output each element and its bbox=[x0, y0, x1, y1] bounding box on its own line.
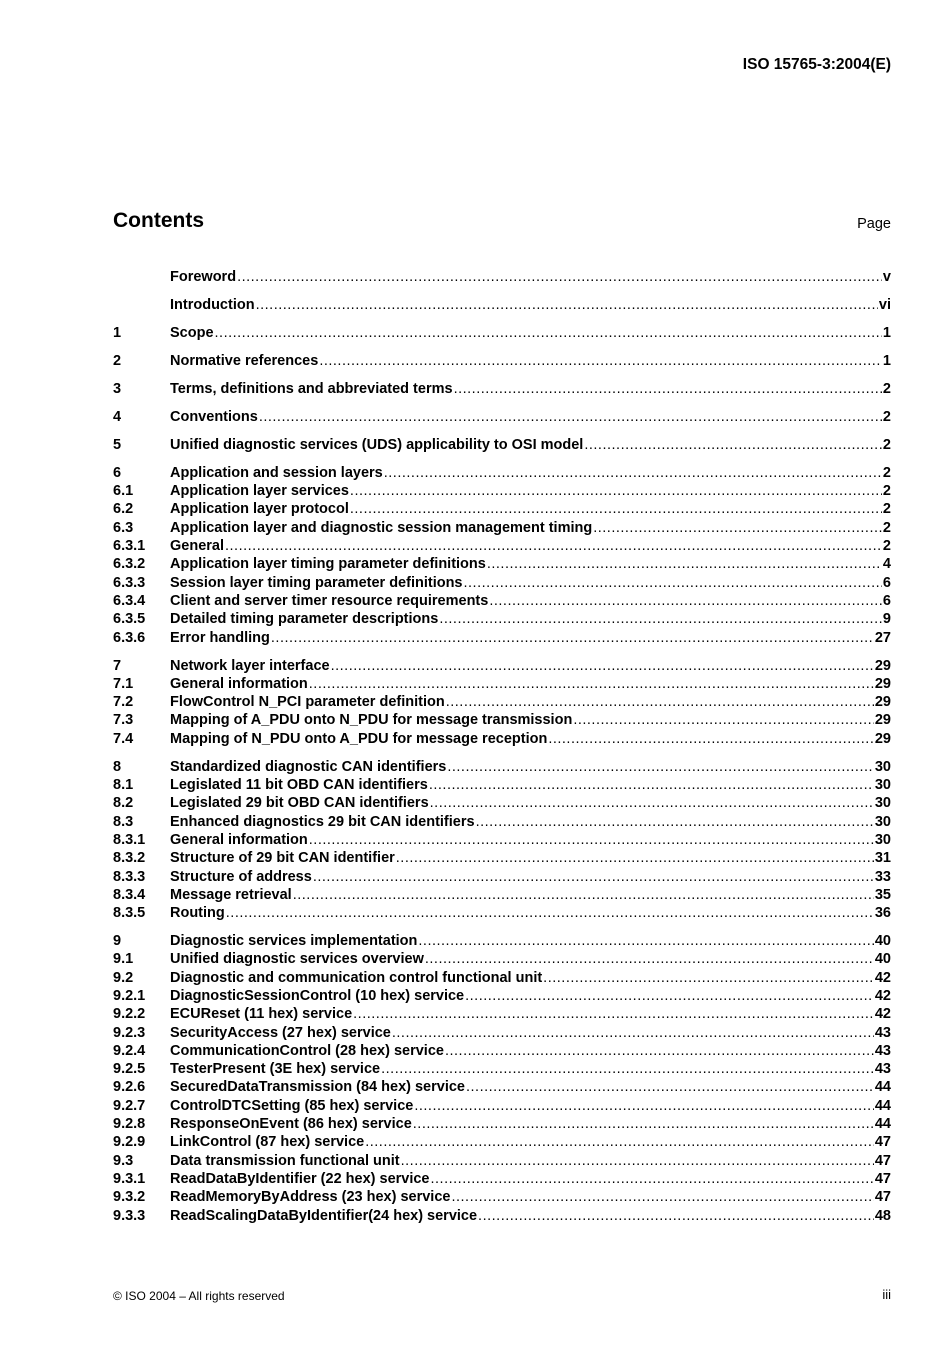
toc-dot-leader bbox=[454, 380, 882, 398]
toc-entry-number: 9.3 bbox=[113, 1152, 134, 1169]
toc-entry[interactable] bbox=[113, 380, 891, 398]
toc-entry-number: 7.4 bbox=[113, 730, 134, 747]
toc-entry[interactable] bbox=[113, 794, 891, 812]
toc-dot-leader bbox=[225, 537, 882, 555]
toc-entry-page: 2 bbox=[882, 436, 891, 453]
toc-entry-number: 8.3.2 bbox=[113, 850, 146, 867]
toc-entry-title: Detailed timing parameter descriptions bbox=[170, 611, 439, 628]
toc-entry-page: 43 bbox=[874, 1024, 891, 1041]
toc-entry-title: Scope bbox=[170, 324, 214, 341]
toc-dot-leader bbox=[487, 555, 882, 573]
toc-entry-page: 43 bbox=[874, 1061, 891, 1078]
toc-entry-title: Application and session layers bbox=[170, 464, 383, 481]
toc-entry-page: 44 bbox=[874, 1079, 891, 1096]
toc-entry-number: 6.3.6 bbox=[113, 629, 146, 646]
toc-entry-title: Session layer timing parameter definitions bbox=[170, 574, 463, 591]
toc-entry-title: Application layer protocol bbox=[170, 501, 349, 518]
toc-entry-title: ReadScalingDataByIdentifier(24 hex) service bbox=[170, 1207, 478, 1224]
table-of-contents bbox=[113, 268, 891, 1225]
toc-entry-number: 6.3.2 bbox=[113, 556, 146, 573]
toc-entry-page: 44 bbox=[874, 1097, 891, 1114]
toc-entry-number: 8.2 bbox=[113, 795, 134, 812]
toc-entry[interactable] bbox=[113, 1005, 891, 1023]
toc-entry-page: 1 bbox=[882, 352, 891, 369]
toc-entry[interactable] bbox=[113, 1024, 891, 1042]
toc-dot-leader bbox=[319, 352, 882, 370]
toc-entry[interactable] bbox=[113, 592, 891, 610]
toc-dot-leader bbox=[464, 574, 882, 592]
toc-dot-leader bbox=[478, 1207, 874, 1225]
toc-dot-leader bbox=[439, 610, 882, 628]
toc-dot-leader bbox=[584, 436, 882, 454]
toc-entry[interactable] bbox=[113, 904, 891, 922]
toc-dot-leader bbox=[446, 693, 874, 711]
toc-dot-leader bbox=[384, 464, 882, 482]
toc-entry-page: 47 bbox=[874, 1152, 891, 1169]
toc-entry-title: Error handling bbox=[170, 629, 270, 646]
toc-entry-page: v bbox=[882, 269, 891, 285]
toc-entry-number: 9.2.5 bbox=[113, 1061, 146, 1078]
toc-entry-number: 7.2 bbox=[113, 694, 134, 711]
toc-entry-title: Routing bbox=[170, 905, 225, 922]
toc-entry-page: 4 bbox=[882, 556, 891, 573]
toc-entry-number: 8.3.4 bbox=[113, 886, 146, 903]
toc-entry-page: 29 bbox=[874, 675, 891, 692]
toc-entry-page: 43 bbox=[874, 1042, 891, 1059]
toc-entry-page: 30 bbox=[874, 831, 891, 848]
toc-entry[interactable] bbox=[113, 730, 891, 748]
toc-entry-number: 7.1 bbox=[113, 675, 134, 692]
toc-entry-number: 9.2.9 bbox=[113, 1134, 146, 1151]
toc-entry-page: 40 bbox=[874, 933, 891, 950]
toc-entry-title: Mapping of N_PDU onto A_PDU for message reception bbox=[170, 730, 548, 747]
toc-entry-title: ReadMemoryByAddress (23 hex) service bbox=[170, 1189, 451, 1206]
toc-entry-page: 1 bbox=[882, 324, 891, 341]
toc-entry[interactable] bbox=[113, 932, 891, 950]
toc-entry-page: 44 bbox=[874, 1116, 891, 1133]
toc-dot-leader bbox=[593, 519, 882, 537]
toc-entry-title: Structure of address bbox=[170, 868, 312, 885]
toc-entry-page: 35 bbox=[874, 886, 891, 903]
toc-entry[interactable] bbox=[113, 436, 891, 454]
toc-dot-leader bbox=[451, 1188, 873, 1206]
toc-entry[interactable] bbox=[113, 1152, 891, 1170]
toc-dot-leader bbox=[445, 1042, 874, 1060]
toc-dot-leader bbox=[465, 987, 874, 1005]
toc-entry-title: Application layer and diagnostic session management timing bbox=[170, 519, 593, 536]
toc-entry-page: 27 bbox=[874, 629, 891, 646]
toc-dot-leader bbox=[476, 813, 874, 831]
toc-dot-leader bbox=[215, 324, 882, 342]
toc-entry[interactable] bbox=[113, 324, 891, 342]
toc-entry[interactable] bbox=[113, 482, 891, 500]
toc-entry-title: Conventions bbox=[170, 408, 258, 425]
toc-dot-leader bbox=[381, 1060, 874, 1078]
toc-entry[interactable] bbox=[113, 1060, 891, 1078]
toc-entry[interactable] bbox=[113, 657, 891, 675]
toc-entry-page: 29 bbox=[874, 730, 891, 747]
toc-entry-title: Legislated 11 bit OBD CAN identifiers bbox=[170, 777, 428, 794]
toc-entry-number: 9.2.8 bbox=[113, 1116, 146, 1133]
toc-dot-leader bbox=[573, 711, 874, 729]
toc-dot-leader bbox=[226, 904, 874, 922]
toc-entry-title: LinkControl (87 hex) service bbox=[170, 1134, 365, 1151]
toc-dot-leader bbox=[365, 1133, 874, 1151]
toc-entry-title: Data transmission functional unit bbox=[170, 1152, 400, 1169]
toc-entry[interactable] bbox=[113, 1170, 891, 1188]
toc-entry-number: 6.1 bbox=[113, 483, 134, 500]
toc-entry[interactable] bbox=[113, 500, 891, 518]
toc-entry-number: 2 bbox=[113, 352, 122, 369]
toc-entry-title: General information bbox=[170, 831, 308, 848]
toc-entry-number: 9 bbox=[113, 933, 122, 950]
toc-entry-number: 6.3.4 bbox=[113, 592, 146, 609]
toc-entry[interactable] bbox=[113, 693, 891, 711]
toc-dot-leader bbox=[350, 482, 882, 500]
toc-entry[interactable] bbox=[113, 610, 891, 628]
toc-entry-number: 6.2 bbox=[113, 501, 134, 518]
toc-dot-leader bbox=[401, 1152, 874, 1170]
toc-entry-page: 30 bbox=[874, 795, 891, 812]
toc-entry-title: Structure of 29 bit CAN identifier bbox=[170, 850, 395, 867]
toc-entry[interactable] bbox=[113, 1097, 891, 1115]
toc-entry-page: 30 bbox=[874, 813, 891, 830]
toc-entry-page: 2 bbox=[882, 483, 891, 500]
toc-entry-number: 3 bbox=[113, 380, 122, 397]
toc-entry-title: Foreword bbox=[170, 269, 237, 285]
toc-entry[interactable] bbox=[113, 886, 891, 904]
toc-dot-leader bbox=[413, 1115, 874, 1133]
toc-entry-page: vi bbox=[878, 296, 891, 313]
toc-entry-title: SecurityAccess (27 hex) service bbox=[170, 1024, 391, 1041]
footer-page-number: iii bbox=[882, 1287, 891, 1302]
toc-entry-number: 4 bbox=[113, 408, 122, 425]
toc-entry-page: 47 bbox=[874, 1134, 891, 1151]
toc-dot-leader bbox=[350, 500, 882, 518]
toc-dot-leader bbox=[414, 1097, 874, 1115]
toc-entry[interactable] bbox=[113, 831, 891, 849]
toc-entry[interactable] bbox=[113, 969, 891, 987]
toc-entry[interactable] bbox=[113, 296, 891, 314]
toc-entry[interactable] bbox=[113, 1042, 891, 1060]
toc-entry-title: DiagnosticSessionControl (10 hex) service bbox=[170, 987, 465, 1004]
toc-dot-leader bbox=[543, 969, 874, 987]
toc-entry-number: 8.3 bbox=[113, 813, 134, 830]
toc-dot-leader bbox=[353, 1005, 874, 1023]
toc-entry-page: 2 bbox=[882, 519, 891, 536]
toc-dot-leader bbox=[309, 675, 874, 693]
toc-entry-number: 6.3.3 bbox=[113, 574, 146, 591]
toc-dot-leader bbox=[271, 629, 874, 647]
toc-entry[interactable] bbox=[113, 574, 891, 592]
toc-entry-page: 31 bbox=[874, 850, 891, 867]
toc-entry-page: 2 bbox=[882, 538, 891, 555]
toc-entry-page: 9 bbox=[882, 611, 891, 628]
toc-entry-title: Unified diagnostic services overview bbox=[170, 951, 424, 968]
toc-entry-title: Standardized diagnostic CAN identifiers bbox=[170, 758, 447, 775]
toc-entry-number: 9.2.3 bbox=[113, 1024, 146, 1041]
toc-entry[interactable] bbox=[113, 519, 891, 537]
toc-entry-number: 8.3.1 bbox=[113, 831, 146, 848]
toc-entry-title: Diagnostic services implementation bbox=[170, 933, 418, 950]
toc-entry[interactable] bbox=[113, 1207, 891, 1225]
toc-entry[interactable] bbox=[113, 1188, 891, 1206]
document-header-id: ISO 15765-3:2004(E) bbox=[742, 56, 891, 73]
toc-entry-title: Terms, definitions and abbreviated terms bbox=[170, 380, 453, 397]
toc-dot-leader bbox=[392, 1024, 874, 1042]
toc-entry-number: 6.3.1 bbox=[113, 538, 146, 555]
toc-dot-leader bbox=[548, 730, 874, 748]
toc-entry[interactable] bbox=[113, 629, 891, 647]
toc-entry[interactable] bbox=[113, 758, 891, 776]
toc-entry[interactable] bbox=[113, 464, 891, 482]
toc-entry-page: 42 bbox=[874, 1006, 891, 1023]
toc-entry-page: 6 bbox=[882, 592, 891, 609]
toc-entry-page: 30 bbox=[874, 758, 891, 775]
toc-dot-leader bbox=[309, 831, 874, 849]
toc-entry-title: Application layer timing parameter definitions bbox=[170, 556, 486, 573]
toc-dot-leader bbox=[489, 592, 882, 610]
toc-entry-number: 9.2.2 bbox=[113, 1006, 146, 1023]
toc-entry-number: 9.2.1 bbox=[113, 987, 146, 1004]
toc-entry-title: TesterPresent (3E hex) service bbox=[170, 1061, 381, 1078]
toc-entry-title: Application layer services bbox=[170, 483, 349, 500]
toc-entry-title: ControlDTCSetting (85 hex) service bbox=[170, 1097, 414, 1114]
toc-entry-title: Diagnostic and communication control functional unit bbox=[170, 969, 543, 986]
toc-entry[interactable] bbox=[113, 555, 891, 573]
toc-entry[interactable] bbox=[113, 1078, 891, 1096]
toc-entry[interactable] bbox=[113, 352, 891, 370]
toc-entry-title: Enhanced diagnostics 29 bit CAN identifiers bbox=[170, 813, 475, 830]
toc-entry-title: Message retrieval bbox=[170, 886, 292, 903]
toc-entry-title: General information bbox=[170, 675, 308, 692]
toc-dot-leader bbox=[431, 1170, 874, 1188]
toc-entry[interactable] bbox=[113, 711, 891, 729]
toc-entry-page: 2 bbox=[882, 464, 891, 481]
toc-entry-page: 2 bbox=[882, 408, 891, 425]
toc-entry-number: 6.3 bbox=[113, 519, 134, 536]
toc-dot-leader bbox=[256, 296, 878, 314]
toc-entry-page: 48 bbox=[874, 1207, 891, 1224]
toc-entry-page: 29 bbox=[874, 694, 891, 711]
toc-entry-number: 8 bbox=[113, 758, 122, 775]
toc-entry-page: 30 bbox=[874, 777, 891, 794]
toc-dot-leader bbox=[418, 932, 873, 950]
toc-entry[interactable] bbox=[113, 950, 891, 968]
toc-entry-title: ECUReset (11 hex) service bbox=[170, 1006, 353, 1023]
toc-entry[interactable] bbox=[113, 268, 891, 286]
toc-entry-page: 29 bbox=[874, 712, 891, 729]
toc-entry-number: 9.3.3 bbox=[113, 1207, 146, 1224]
toc-entry-title: Client and server timer resource requirements bbox=[170, 592, 489, 609]
toc-dot-leader bbox=[447, 758, 874, 776]
toc-dot-leader bbox=[313, 868, 874, 886]
toc-entry-number: 9.3.1 bbox=[113, 1170, 146, 1187]
toc-entry[interactable] bbox=[113, 776, 891, 794]
toc-entry-page: 40 bbox=[874, 951, 891, 968]
toc-entry-number: 6 bbox=[113, 464, 122, 481]
toc-entry-title: Mapping of A_PDU onto N_PDU for message transmission bbox=[170, 712, 573, 729]
footer-copyright: © ISO 2004 – All rights reserved bbox=[113, 1289, 285, 1303]
toc-entry[interactable] bbox=[113, 868, 891, 886]
toc-entry[interactable] bbox=[113, 813, 891, 831]
toc-entry-number: 5 bbox=[113, 436, 122, 453]
toc-entry-number: 9.2 bbox=[113, 969, 134, 986]
toc-entry-page: 2 bbox=[882, 380, 891, 397]
toc-entry-page: 42 bbox=[874, 969, 891, 986]
toc-entry-number: 9.2.7 bbox=[113, 1097, 146, 1114]
toc-dot-leader bbox=[396, 849, 874, 867]
toc-entry-number: 7 bbox=[113, 657, 122, 674]
toc-dot-leader bbox=[331, 657, 874, 675]
toc-dot-leader bbox=[259, 408, 882, 426]
toc-entry[interactable] bbox=[113, 408, 891, 426]
toc-entry-number: 7.3 bbox=[113, 712, 134, 729]
toc-entry[interactable] bbox=[113, 1115, 891, 1133]
toc-entry-page: 33 bbox=[874, 868, 891, 885]
toc-entry[interactable] bbox=[113, 849, 891, 867]
toc-dot-leader bbox=[237, 268, 882, 286]
toc-entry-title: ResponseOnEvent (86 hex) service bbox=[170, 1116, 412, 1133]
toc-entry-page: 6 bbox=[882, 574, 891, 591]
toc-dot-leader bbox=[430, 794, 874, 812]
page-column-label: Page bbox=[857, 216, 891, 232]
toc-entry-title: General bbox=[170, 538, 224, 555]
toc-entry[interactable] bbox=[113, 987, 891, 1005]
toc-entry-title: SecuredDataTransmission (84 hex) service bbox=[170, 1079, 465, 1096]
toc-entry-title: Normative references bbox=[170, 352, 319, 369]
toc-entry-number: 9.3.2 bbox=[113, 1189, 146, 1206]
toc-entry-number: 8.1 bbox=[113, 777, 134, 794]
toc-entry-number: 8.3.3 bbox=[113, 868, 146, 885]
toc-entry[interactable] bbox=[113, 1133, 891, 1151]
toc-entry-page: 42 bbox=[874, 987, 891, 1004]
toc-entry-page: 29 bbox=[874, 657, 891, 674]
toc-entry-number: 9.2.4 bbox=[113, 1042, 146, 1059]
toc-dot-leader bbox=[425, 950, 874, 968]
toc-entry-number: 9.1 bbox=[113, 951, 134, 968]
toc-dot-leader bbox=[466, 1078, 874, 1096]
toc-entry-number: 9.2.6 bbox=[113, 1079, 146, 1096]
toc-entry[interactable] bbox=[113, 537, 891, 555]
toc-entry-page: 2 bbox=[882, 501, 891, 518]
toc-dot-leader bbox=[293, 886, 874, 904]
toc-entry-title: Unified diagnostic services (UDS) applicability to OSI model bbox=[170, 436, 584, 453]
toc-entry-number: 1 bbox=[113, 324, 122, 341]
toc-entry-title: FlowControl N_PCI parameter definition bbox=[170, 694, 445, 711]
toc-entry-title: Network layer interface bbox=[170, 657, 330, 674]
toc-entry-page: 47 bbox=[874, 1189, 891, 1206]
toc-entry-title: CommunicationControl (28 hex) service bbox=[170, 1042, 444, 1059]
toc-entry-number: 6.3.5 bbox=[113, 611, 146, 628]
toc-entry[interactable] bbox=[113, 675, 891, 693]
toc-entry-title: ReadDataByIdentifier (22 hex) service bbox=[170, 1170, 430, 1187]
toc-entry-page: 47 bbox=[874, 1170, 891, 1187]
toc-entry-title: Legislated 29 bit OBD CAN identifiers bbox=[170, 795, 429, 812]
toc-entry-page: 36 bbox=[874, 905, 891, 922]
contents-title: Contents bbox=[113, 209, 204, 232]
toc-dot-leader bbox=[429, 776, 874, 794]
toc-entry-title: Introduction bbox=[170, 296, 255, 313]
toc-entry-number: 8.3.5 bbox=[113, 905, 146, 922]
